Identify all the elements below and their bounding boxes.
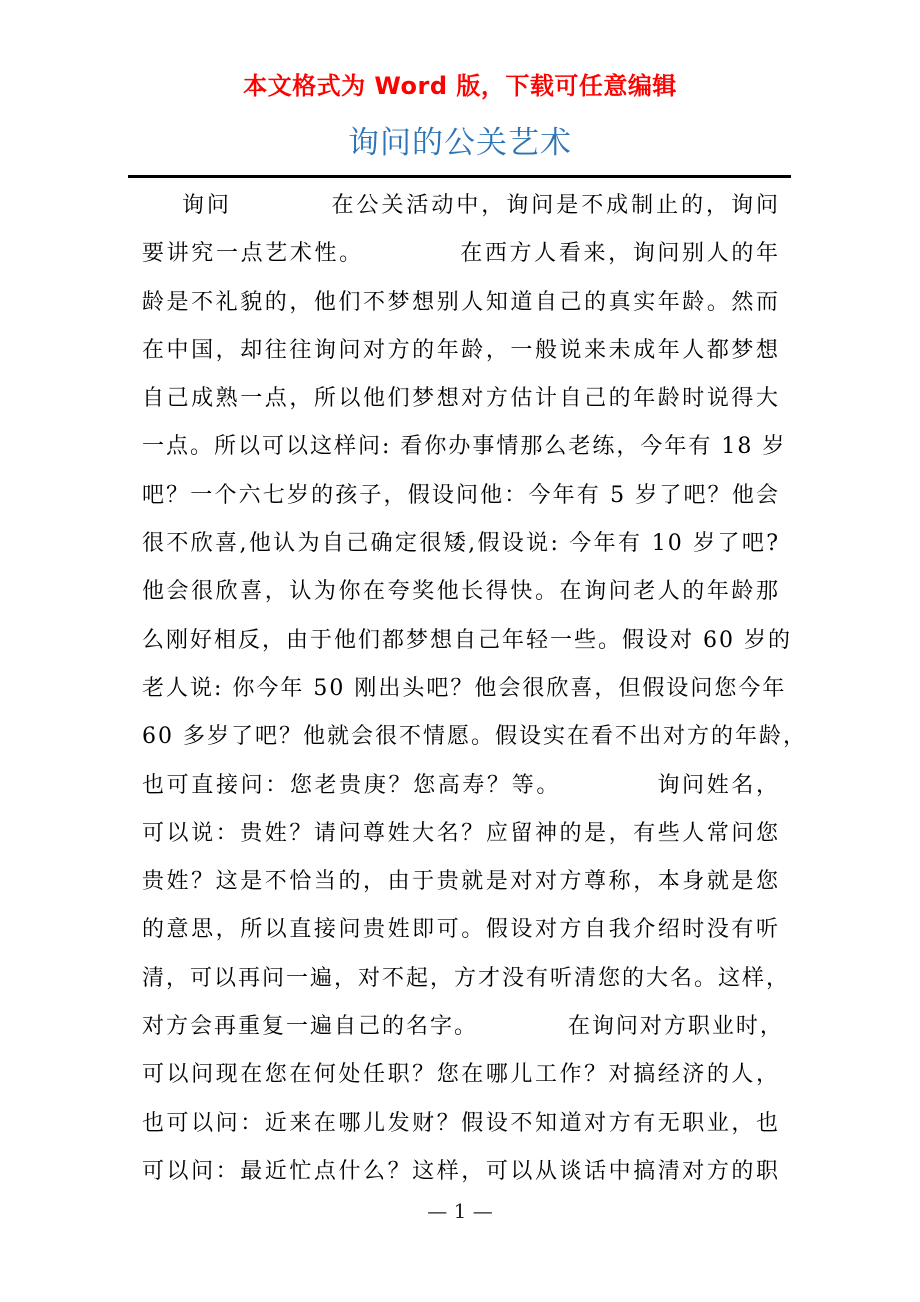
body-line: 要讲究一点艺术性。 在西方人看来，询问别人的年 [142,241,780,267]
body-line: 么刚好相反，由于他们都梦想自己年轻一些。假设对 60 岁的 [142,627,792,653]
body-line: 可以问：最近忙点什么？这样，可以从谈话中搞清对方的职 [142,1158,780,1184]
body-line: 也可以问：近来在哪儿发财？假设不知道对方有无职业，也 [142,1110,780,1136]
title-divider [128,175,791,178]
body-line: 的意思，所以直接问贵姓即可。假设对方自我介绍时没有听 [142,917,780,943]
body-line: 很不欣喜,他认为自己确定很矮,假设说: 今年有 10 岁了吧? [142,531,780,557]
body-line: 龄是不礼貌的，他们不梦想别人知道自己的真实年龄。然而 [142,289,780,315]
body-line: 可以问现在您在何处任职？您在哪儿工作？对搞经济的人， [142,1062,780,1088]
body-line: 吧？一个六七岁的孩子，假设问他：今年有 5 岁了吧？他会 [142,482,780,508]
body-line: 也可直接问：您老贵庚？您高寿？等。 询问姓名， [142,772,780,798]
body-line: 在中国，却往往询问对方的年龄，一般说来未成年人都梦想 [142,337,780,363]
body-line: 老人说: 你今年 50 刚出头吧？他会很欣喜，但假设问您今年 [142,675,787,701]
format-notice-banner: 本文格式为 Word 版，下载可任意编辑 [243,72,677,100]
body-line: 贵姓？这是不恰当的，由于贵就是对对方尊称，本身就是您 [142,869,780,895]
body-line: 他会很欣喜，认为你在夸奖他长得快。在询问老人的年龄那 [142,579,780,605]
body-line: 自己成熟一点，所以他们梦想对方估计自己的年龄时说得大 [142,386,780,412]
body-line: 询问 在公关活动中，询问是不成制止的，询问 [142,193,780,218]
body-line: 可以说：贵姓？请问尊姓大名？应留神的是，有些人常问您 [142,820,780,846]
body-line: 清，可以再问一遍，对不起，方才没有听清您的大名。这样， [142,965,791,991]
body-line: 一点。所以可以这样问: 看你办事情那么老练，今年有 18 岁 [142,434,787,460]
document-body [142,182,807,1196]
body-line: 60 多岁了吧？他就会很不情愿。假设实在看不出对方的年龄， [142,724,807,750]
body-line: 对方会再重复一遍自己的名字。 在询问对方职业时， [142,1014,784,1040]
page-number: — 1 — [427,1199,493,1223]
document-title: 询问的公关艺术 [348,125,572,161]
